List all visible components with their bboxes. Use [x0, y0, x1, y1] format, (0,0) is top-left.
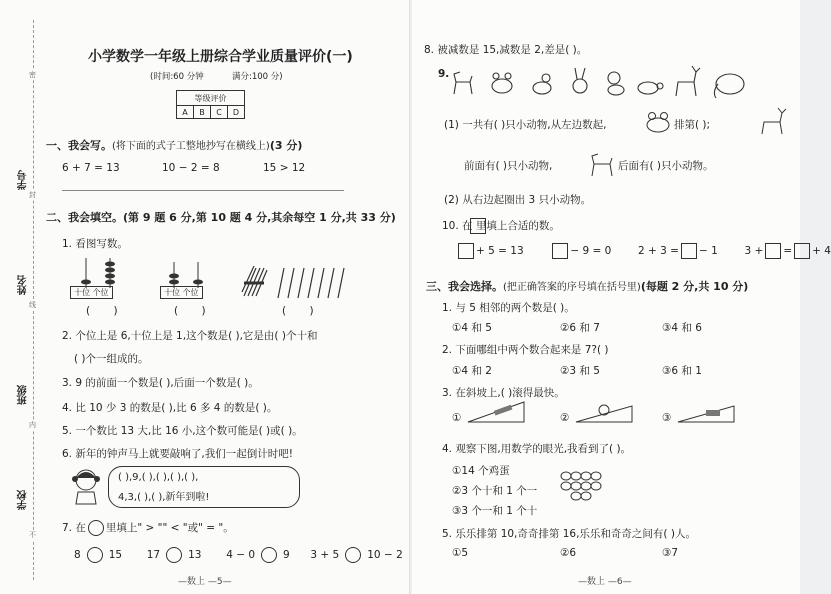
monkey-icon — [608, 72, 624, 95]
compare-circle[interactable] — [261, 547, 277, 563]
compare-circle[interactable] — [345, 547, 361, 563]
equation-part: − 9 = 0 — [570, 245, 612, 257]
option: ① — [452, 412, 462, 424]
option: ①4 和 5 — [452, 322, 492, 334]
question-text — [62, 520, 234, 536]
answer-parens: ( ) — [86, 305, 118, 317]
option: ③3 个一和 1 个十 — [452, 505, 538, 517]
question-text: 后面有( )只小动物。 — [618, 160, 714, 172]
option: ②3 个十和 1 个一 — [452, 485, 538, 497]
compare-left: 8 — [74, 549, 81, 561]
seal-char: 线 — [29, 301, 36, 309]
section-points: (3 分) — [269, 139, 303, 152]
q7-text: 里填上" > "" < "或" = "。 — [105, 522, 234, 534]
question-text: ( )个一组成的。 — [74, 353, 149, 365]
option: ②6 和 7 — [560, 322, 600, 334]
grade-cell: D — [228, 106, 245, 119]
sidebar-label-class: 班级 — [18, 385, 29, 405]
answer-parens: ( ) — [174, 305, 206, 317]
section-instruction: (把正确答案的序号填在括号里) — [503, 282, 641, 293]
section-points: (第 9 题 6 分,第 10 题 4 分,其余每空 1 分,共 33 分) — [123, 211, 396, 224]
question-number: 9. — [438, 68, 450, 80]
option: ③7 — [662, 547, 679, 559]
horse-icon — [588, 150, 618, 178]
question-text: 10. 在 里填上合适的数。 — [442, 220, 560, 232]
answer-parens: ( ) — [282, 305, 314, 317]
compare-right: 15 — [108, 549, 123, 561]
blank-box[interactable] — [470, 218, 486, 234]
bubble-text: ( ),9,( ),( ),( ),( ), — [118, 472, 199, 483]
abacus-base — [160, 286, 203, 299]
animals-row — [450, 66, 760, 100]
option: ②6 — [560, 547, 577, 559]
girl-icon — [68, 466, 104, 506]
question-text: 4. 比 10 少 3 的数是( ),比 6 多 4 的数是( )。 — [62, 402, 278, 414]
option: ② — [560, 412, 570, 424]
frog-icon — [644, 110, 672, 134]
question-text: 2. 下面哪组中两个数合起来是 7?( ) — [442, 344, 609, 356]
page-footer: —数上 —6— — [578, 577, 632, 587]
time-note: (时间:60 分钟 — [150, 72, 204, 82]
blank-box[interactable] — [681, 243, 697, 259]
deer-icon — [676, 66, 700, 96]
question-text: 1. 看图写数。 — [62, 238, 128, 250]
question-text: 2. 个位上是 6,十位上是 1,这个数是( ),它是由( )个十和 — [62, 330, 318, 342]
seal-char: 密 — [29, 71, 36, 79]
section-1-header — [46, 137, 302, 153]
section-instruction: (将下面的式子工整地抄写在横线上) — [112, 141, 270, 152]
q7-text: 7. 在 — [62, 522, 86, 534]
section-heading: 一、我会写。 — [46, 139, 112, 152]
option: ③4 和 6 — [662, 322, 702, 334]
slope-icon — [574, 398, 634, 424]
compare-right: 9 — [283, 549, 290, 561]
place-label: 十位 — [164, 288, 180, 297]
option: ①14 个鸡蛋 — [452, 465, 510, 477]
sidebar-label-name: 姓名 — [18, 275, 29, 295]
grade-cell: C — [211, 106, 228, 119]
question-text: 1. 与 5 相邻的两个数是( )。 — [442, 302, 575, 314]
left-page — [0, 0, 410, 594]
section-heading: 三、我会选择。 — [426, 280, 503, 293]
question-text: (1) 一共有( )只小动物,从左边数起, — [444, 119, 607, 131]
option: ③ — [662, 412, 672, 424]
page-title: 小学数学一年级上册综合学业质量评价(一) — [88, 49, 353, 65]
question-text: 6. 新年的钟声马上就要敲响了,我们一起倒计时吧! — [62, 448, 293, 460]
egg-tray-icon — [558, 468, 606, 502]
question-text: 3. 在斜坡上,( )滚得最快。 — [442, 387, 565, 399]
option: ①5 — [452, 547, 469, 559]
seal-char: 封 — [29, 191, 36, 199]
score-note: 满分:100 分) — [232, 72, 283, 82]
grade-cell: B — [194, 106, 211, 119]
section-2-header — [46, 209, 396, 225]
frog-icon — [492, 73, 512, 93]
blank-box[interactable] — [458, 243, 474, 259]
equation-part: 2 + 3 = — [638, 245, 679, 257]
blank-box[interactable] — [552, 243, 568, 259]
slope-icon — [466, 400, 526, 424]
section-points: (每题 2 分,共 10 分) — [640, 280, 749, 293]
question-text: 5. 一个数比 13 大,比 16 小,这个数可能是( )或( )。 — [62, 425, 303, 437]
compare-left: 4 − 0 — [226, 549, 256, 561]
horse-icon — [454, 72, 472, 94]
circle-icon — [88, 520, 104, 536]
compare-row — [74, 547, 403, 563]
question-text: 3. 9 的前面一个数是( ),后面一个数是( )。 — [62, 377, 259, 389]
page-footer: —数上 —5— — [178, 577, 232, 587]
copy-item: 15 > 12 — [263, 162, 306, 174]
bubble-text: 4,3,( ),( ),新年到啦! — [118, 492, 210, 503]
place-label: 十位 — [74, 288, 90, 297]
question-text: (2) 从右边起圈出 3 只小动物。 — [444, 194, 592, 206]
rabbit-icon — [573, 68, 587, 93]
question-text: 5. 乐乐排第 10,奇奇排第 16,乐乐和奇奇之间有( )人。 — [442, 528, 696, 540]
place-label: 个位 — [92, 288, 109, 297]
sidebar-label-school: 学校 — [18, 490, 29, 510]
blank-box[interactable] — [765, 243, 781, 259]
deer-icon — [758, 108, 788, 136]
option: ②3 和 5 — [560, 365, 600, 377]
question-text: 4. 观察下图,用数学的眼光,我看到了( )。 — [442, 443, 632, 455]
question-text: 8. 被减数是 15,减数是 2,差是( )。 — [424, 44, 588, 56]
right-page — [412, 0, 831, 594]
grade-table — [176, 90, 245, 119]
compare-right: 13 — [188, 549, 202, 561]
sidebar-label-student-id: 学号 — [18, 170, 29, 190]
turtle-icon — [638, 82, 663, 94]
grade-header: 等级评价 — [177, 91, 245, 106]
writing-line — [62, 190, 344, 191]
section-3-header — [426, 278, 748, 294]
fill-row — [456, 243, 831, 259]
equation-part: + 5 = 13 — [476, 245, 524, 257]
equation-part: − 1 — [699, 245, 718, 257]
place-label: 个位 — [182, 288, 199, 297]
equation-part: = — [783, 245, 793, 257]
section-heading: 二、我会填空。 — [46, 211, 123, 224]
seal-char: 不 — [29, 531, 36, 539]
option: ③6 和 1 — [662, 365, 702, 377]
compare-left: 17 — [146, 549, 161, 561]
compare-left: 3 + 5 — [310, 549, 340, 561]
duck-icon — [533, 74, 551, 94]
seal-char: 内 — [29, 421, 36, 429]
equation-part: 3 + — [744, 245, 764, 257]
option: ①4 和 2 — [452, 365, 492, 377]
copy-item: 10 − 2 = 8 — [162, 162, 220, 174]
abacus-base — [70, 286, 113, 299]
blank-box[interactable] — [794, 243, 810, 259]
question-text: 排第( ); — [674, 119, 711, 131]
sticks-icon — [240, 266, 348, 302]
grade-cell: A — [177, 106, 194, 119]
copy-item: 6 + 7 = 13 — [62, 162, 120, 174]
compare-circle[interactable] — [87, 547, 103, 563]
compare-right: 10 − 2 — [367, 549, 403, 561]
elephant-icon — [714, 74, 744, 98]
question-text: 前面有( )只小动物, — [464, 160, 553, 172]
compare-circle[interactable] — [166, 547, 182, 563]
equation-part: + 4 — [812, 245, 831, 257]
slope-icon — [676, 402, 736, 424]
